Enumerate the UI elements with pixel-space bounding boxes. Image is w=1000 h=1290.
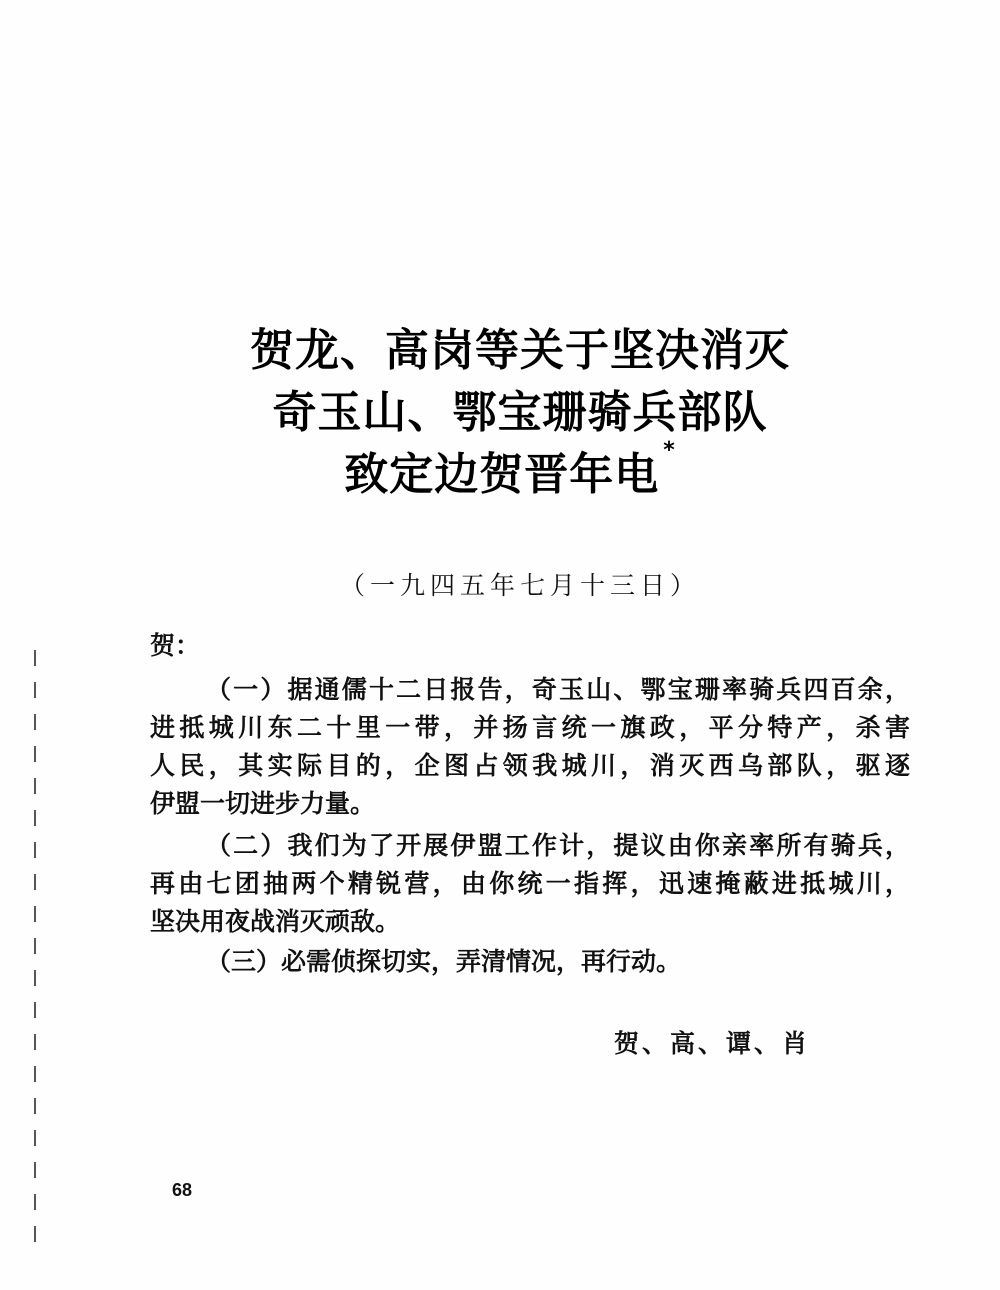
paragraph-2-line: （二）我们为了开展伊盟工作计，提议由你亲率所有骑兵， [206, 831, 910, 860]
binding-mark [34, 906, 36, 922]
binding-mark [34, 714, 36, 730]
paragraph-1-line: 伊盟一切进步力量。 [150, 789, 376, 818]
binding-mark [34, 746, 36, 762]
paragraph-1-line: （一）据通儒十二日报告，奇玉山、鄂宝珊率骑兵四百余， [206, 675, 910, 704]
binding-mark [34, 1226, 36, 1242]
salutation: 贺： [150, 631, 201, 660]
binding-mark [34, 778, 36, 794]
title-line-3 [0, 438, 1000, 502]
binding-mark [34, 682, 36, 698]
binding-mark [34, 938, 36, 954]
paragraph-3-line: （三）必需侦探切实，弄清情况，再行动。 [206, 947, 682, 976]
title-line-2: 奇玉山、鄂宝珊骑兵部队 [272, 387, 768, 438]
document-date: （一九四五年七月十三日） [339, 571, 700, 600]
title-line-1: 贺龙、高岗等关于坚决消灭 [250, 325, 790, 376]
binding-mark [34, 874, 36, 890]
binding-mark [34, 650, 36, 666]
binding-mark [34, 1034, 36, 1050]
binding-mark [34, 1130, 36, 1146]
paragraph-2-line: 坚决用夜战消灭顽敌。 [150, 907, 401, 936]
binding-mark [34, 810, 36, 826]
footnote-marker: * [663, 438, 676, 463]
paragraph-1-line: 进抵城川东二十里一带，并扬言统一旗政，平分特产，杀害 [150, 713, 910, 742]
page-number: 68 [172, 1180, 193, 1200]
binding-mark [34, 1194, 36, 1210]
binding-mark [34, 1162, 36, 1178]
binding-mark [34, 1066, 36, 1082]
paragraph-1-line: 人民，其实际目的，企图占领我城川，消灭西乌部队，驱逐 [150, 751, 910, 780]
signature: 贺、高、谭、肖 [614, 1029, 811, 1058]
binding-mark [34, 1098, 36, 1114]
binding-mark [34, 970, 36, 986]
title-line-3-text: 致定边贺晋年电 [344, 449, 660, 500]
binding-mark [34, 1002, 36, 1018]
binding-mark [34, 842, 36, 858]
paragraph-2-line: 再由七团抽两个精锐营，由你统一指挥，迅速掩蔽进抵城川， [150, 869, 910, 898]
